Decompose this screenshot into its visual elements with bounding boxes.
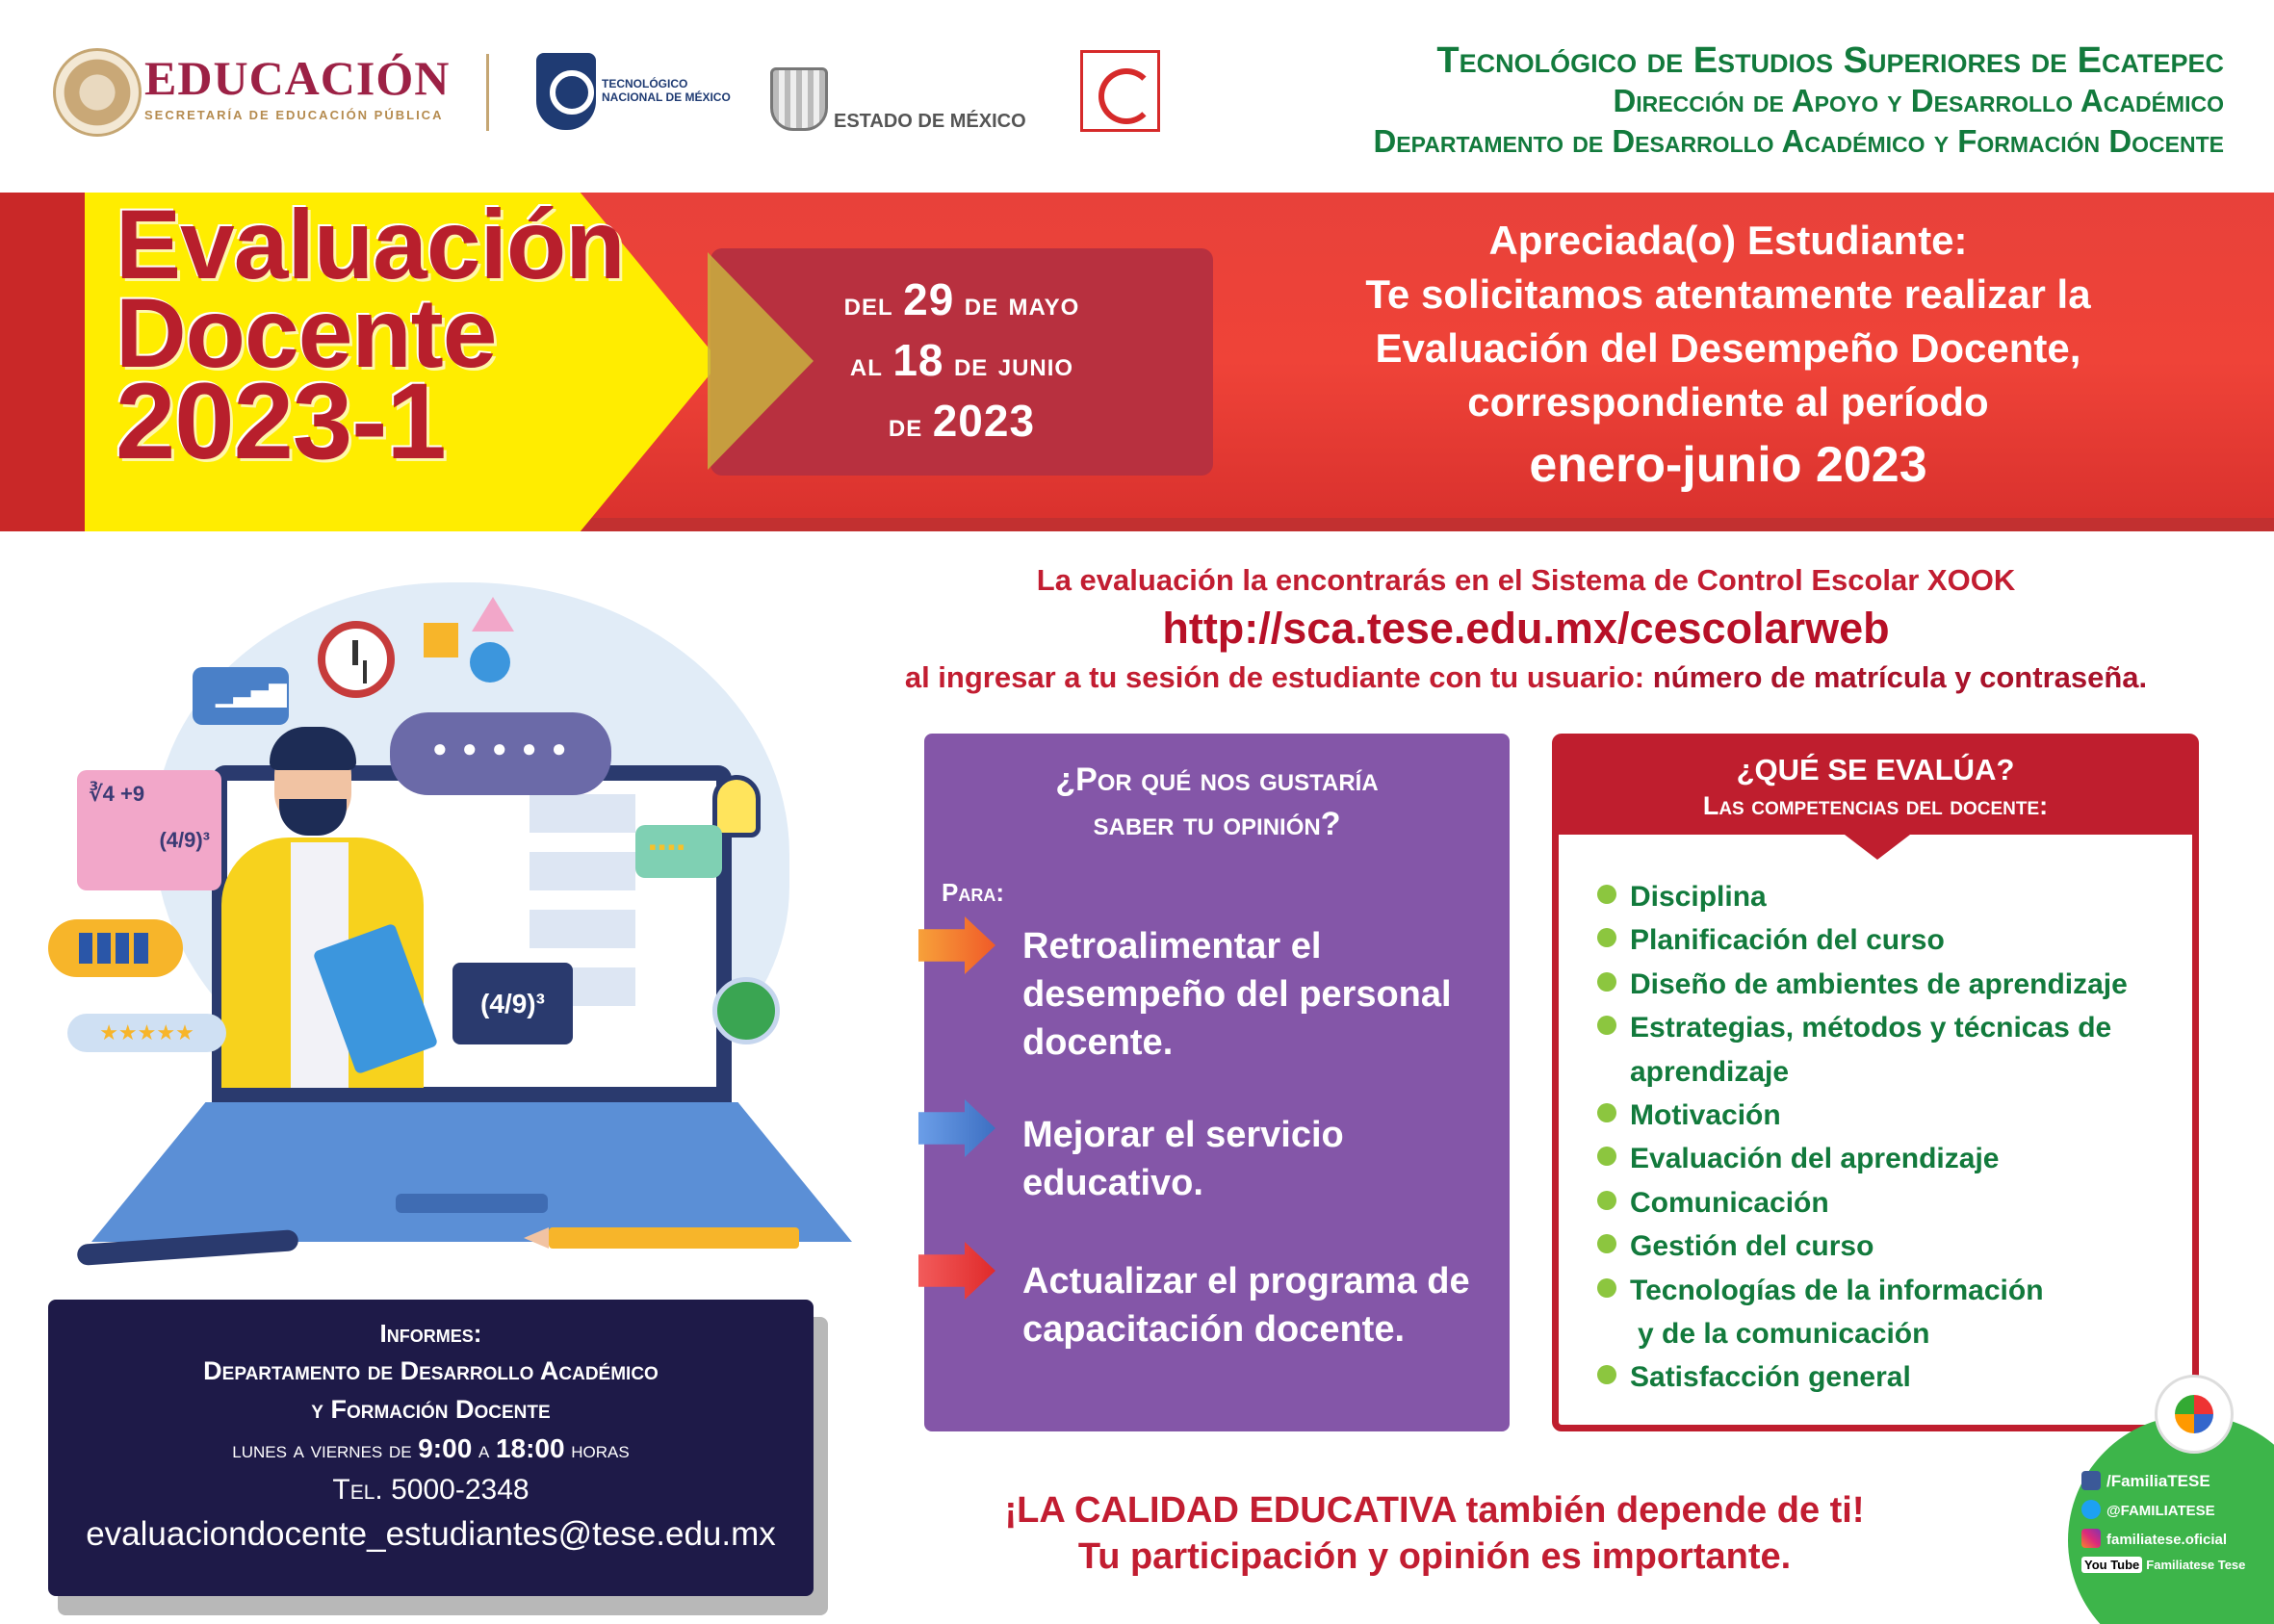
institution-direction: Dirección de Apoyo y Desarrollo Académico bbox=[1613, 83, 2224, 118]
facebook-link[interactable]: /FamiliaTESE bbox=[2081, 1471, 2210, 1491]
slogan-line1: ¡LA CALIDAD EDUCATIVA también depende de ti! bbox=[1004, 1490, 1865, 1531]
what-heading-line2: Las competencias del docente: bbox=[1702, 791, 2049, 820]
list-item: Estrategias, métodos y técnicas de bbox=[1597, 1006, 2128, 1049]
teacher-laptop-illustration bbox=[39, 563, 828, 1276]
red-arrow-icon bbox=[918, 1242, 995, 1300]
header-logo-bar bbox=[0, 0, 2274, 188]
institution-name: Tecnológico de Estudios Superiores de Ecatepec bbox=[1436, 40, 2224, 81]
growth-chart-icon bbox=[193, 667, 289, 725]
request-line2: Evaluación del Desempeño Docente, bbox=[1375, 325, 2081, 371]
reason-item-1: Retroalimentar el desempeño del personal docente. bbox=[1022, 926, 1452, 1063]
para-label: Para: bbox=[942, 878, 1004, 907]
sep-title: EDUCACIÓN bbox=[144, 51, 451, 105]
square-shape-icon bbox=[424, 623, 458, 657]
blue-arrow-icon bbox=[918, 1099, 995, 1157]
list-item: Satisfacción general bbox=[1597, 1355, 2128, 1399]
slogan-line2: Tu participación y opinión es importante. bbox=[1077, 1536, 1792, 1577]
request-line3: correspondiente al período bbox=[1467, 379, 1989, 425]
banner-left-fold bbox=[0, 193, 85, 531]
what-heading bbox=[1559, 740, 2192, 835]
sep-subtitle: SECRETARÍA DE EDUCACIÓN PÚBLICA bbox=[144, 108, 444, 122]
edomex-shield-logo bbox=[770, 67, 828, 131]
twitter-link[interactable]: @FAMILIATESE bbox=[2081, 1500, 2215, 1519]
tecnm-logo-text bbox=[602, 77, 731, 104]
list-item: Tecnologías de la información bbox=[1597, 1269, 2128, 1312]
list-item: Motivación bbox=[1597, 1094, 2128, 1137]
list-item-continuation: aprendizaje bbox=[1630, 1055, 1790, 1088]
math-card-line1: ∛4 +9 bbox=[89, 782, 145, 806]
chat-bubble-icon bbox=[635, 825, 722, 878]
system-url-link[interactable]: http://sca.tese.edu.mx/cescolarweb bbox=[1162, 604, 1890, 653]
list-item: Gestión del curso bbox=[1597, 1224, 2128, 1268]
edomex-text: ESTADO DE MÉXICO bbox=[834, 111, 1026, 132]
contact-schedule: lunes a viernes de 9:00 a 18:00 horas bbox=[232, 1433, 630, 1463]
list-item-continuation: y de la comunicación bbox=[1638, 1318, 1930, 1351]
speech-bubble-icon bbox=[390, 712, 611, 795]
info-line3: al ingresar a tu sesión de estudiante con tu usuario: número de matrícula y contraseña. bbox=[904, 660, 2148, 694]
quality-slogan bbox=[924, 1487, 1945, 1580]
contact-email-link[interactable]: evaluaciondocente_estudiantes@tese.edu.mx bbox=[86, 1515, 776, 1553]
youtube-icon: You Tube bbox=[2081, 1557, 2142, 1573]
contact-phone: Tel. 5000-2348 bbox=[332, 1474, 530, 1506]
access-info bbox=[809, 560, 2243, 699]
rating-stars-icon: ★★★★★ bbox=[67, 1014, 226, 1052]
fraction-card: (4/9)³ bbox=[452, 963, 573, 1044]
orange-arrow-icon bbox=[918, 916, 995, 974]
institution-block bbox=[1373, 40, 2224, 162]
math-card-line2: (4/9)³ bbox=[159, 828, 210, 852]
mexico-seal-logo bbox=[53, 48, 142, 137]
math-formula-card bbox=[77, 770, 221, 890]
reason-item-3: Actualizar el programa de capacitación docente. bbox=[1022, 1261, 1470, 1350]
title-line3: 2023-1 bbox=[116, 361, 446, 481]
reason-item-2: Mejorar el servicio educativo. bbox=[1022, 1115, 1344, 1203]
title-line2: Docente bbox=[116, 278, 497, 388]
why-heading bbox=[924, 758, 1510, 846]
evaluation-title bbox=[116, 190, 625, 481]
evaluation-period: enero-junio 2023 bbox=[1529, 437, 1927, 493]
flask-icon bbox=[712, 977, 780, 1044]
banner-message bbox=[1242, 214, 2214, 499]
clock-icon bbox=[318, 621, 395, 698]
pencil-icon bbox=[549, 1227, 799, 1249]
instagram-link[interactable]: familiatese.oficial bbox=[2081, 1529, 2227, 1548]
date-line2: al 18 de junio bbox=[849, 334, 1074, 385]
facebook-icon bbox=[2081, 1471, 2101, 1490]
list-item: Diseño de ambientes de aprendizaje bbox=[1597, 963, 2128, 1006]
heading-pointer bbox=[1845, 835, 1910, 860]
list-item: Disciplina bbox=[1597, 875, 2128, 918]
contact-dept-line2: y Formación Docente bbox=[311, 1395, 551, 1424]
greeting: Apreciada(o) Estudiante: bbox=[1488, 218, 1968, 263]
equality-seal-icon bbox=[2155, 1375, 2234, 1454]
competencies-list bbox=[1597, 875, 2128, 1400]
tese-logo bbox=[1080, 50, 1160, 132]
contact-title: Informes: bbox=[379, 1319, 482, 1348]
bar-chart-icon bbox=[48, 919, 183, 977]
contact-info-box bbox=[48, 1300, 814, 1596]
youtube-link[interactable]: You Tube Familiatese Tese bbox=[2081, 1558, 2245, 1572]
logo-divider bbox=[486, 54, 489, 131]
triangle-shape-icon bbox=[472, 597, 514, 632]
twitter-icon bbox=[2081, 1500, 2101, 1519]
list-item: Evaluación del aprendizaje bbox=[1597, 1137, 2128, 1180]
date-line3: de 2023 bbox=[888, 395, 1036, 446]
what-heading-line1: ¿QUÉ SE EVALÚA? bbox=[1736, 753, 2015, 786]
laptop-keyboard-base bbox=[91, 1102, 852, 1242]
instagram-icon bbox=[2081, 1529, 2101, 1548]
what-is-evaluated-box bbox=[1552, 734, 2199, 1431]
request-line1: Te solicitamos atentamente realizar la bbox=[1365, 271, 2091, 317]
title-line1: Evaluación bbox=[116, 190, 625, 299]
why-heading-line2: saber tu opinión? bbox=[1093, 806, 1341, 842]
institution-department: Departamento de Desarrollo Académico y Formación Docente bbox=[1373, 123, 2224, 159]
list-item: Planificación del curso bbox=[1597, 918, 2128, 962]
date-line1: del 29 de mayo bbox=[843, 273, 1080, 324]
tecnm-logo bbox=[536, 53, 596, 130]
info-line1: La evaluación la encontrarás en el Sistema de Control Escolar XOOK bbox=[1036, 563, 2016, 597]
why-heading-line1: ¿Por qué nos gustaría bbox=[1055, 761, 1379, 798]
contact-dept-line1: Departamento de Desarrollo Académico bbox=[203, 1356, 659, 1385]
tecnm-line1: TECNOLÓGICO bbox=[602, 77, 688, 90]
sep-logo-text bbox=[144, 50, 450, 122]
list-item: Comunicación bbox=[1597, 1181, 2128, 1224]
tecnm-line2: NACIONAL DE MÉXICO bbox=[602, 90, 731, 104]
circle-shape-icon bbox=[470, 642, 510, 683]
why-opinion-box bbox=[924, 734, 1510, 1431]
